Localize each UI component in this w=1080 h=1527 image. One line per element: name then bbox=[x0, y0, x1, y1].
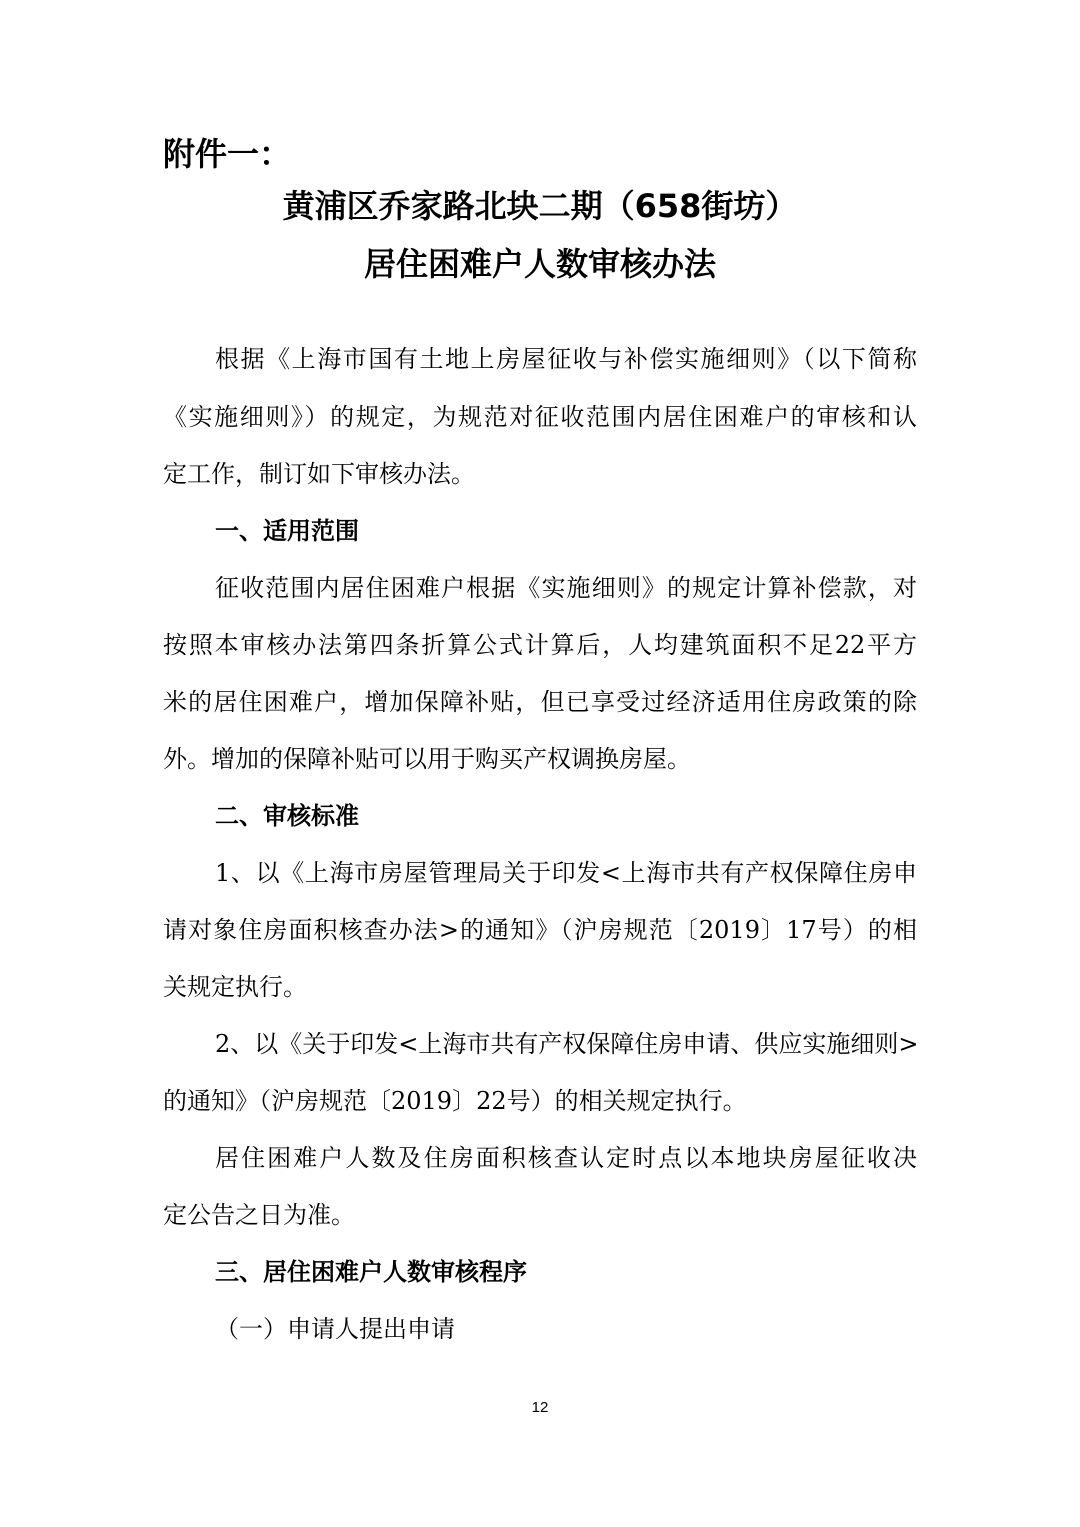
document-title-line-2: 居住困难户人数审核办法 bbox=[363, 245, 716, 283]
section-heading-standard: 二、审核标准 bbox=[215, 802, 359, 830]
standard-item-1-line: 关规定执行。 bbox=[163, 973, 307, 1001]
standard-item-2-line: 2、以《关于印发<上海市共有产权保障住房申请、供应实施细则> bbox=[215, 1030, 919, 1058]
section-heading-scope: 一、适用范围 bbox=[215, 517, 359, 545]
section-heading-procedure: 三、居住困难户人数审核程序 bbox=[215, 1258, 527, 1286]
standard-note-line: 定公告之日为准。 bbox=[163, 1201, 355, 1229]
procedure-subheading: （一）申请人提出申请 bbox=[215, 1315, 455, 1343]
document-title-line-1: 黄浦区乔家路北块二期（658街坊） bbox=[282, 187, 798, 225]
scope-line: 米的居住困难户，增加保障补贴，但已享受过经济适用住房政策的除 bbox=[163, 688, 917, 716]
intro-line: 定工作，制订如下审核办法。 bbox=[163, 460, 475, 488]
standard-item-1-line: 1、以《上海市房屋管理局关于印发<上海市共有产权保障住房申 bbox=[215, 859, 917, 887]
intro-line: 根据《上海市国有土地上房屋征收与补偿实施细则》（以下简称 bbox=[215, 345, 917, 373]
attachment-label: 附件一： bbox=[163, 135, 292, 173]
scope-line: 征收范围内居住困难户根据《实施细则》的规定计算补偿款，对 bbox=[215, 574, 917, 602]
page-number: 12 bbox=[531, 1399, 549, 1416]
scope-line: 外。增加的保障补贴可以用于购买产权调换房屋。 bbox=[163, 745, 691, 773]
standard-note-line: 居住困难户人数及住房面积核查认定时点以本地块房屋征收决 bbox=[215, 1144, 917, 1172]
standard-item-1-line: 请对象住房面积核查办法>的通知》（沪房规范〔2019〕17号）的相 bbox=[163, 916, 917, 944]
scope-line: 按照本审核办法第四条折算公式计算后，人均建筑面积不足22平方 bbox=[163, 631, 917, 659]
standard-item-2-line: 的通知》（沪房规范〔2019〕22号）的相关规定执行。 bbox=[163, 1087, 747, 1115]
intro-line: 《实施细则》）的规定，为规范对征收范围内居住困难户的审核和认 bbox=[163, 403, 917, 431]
